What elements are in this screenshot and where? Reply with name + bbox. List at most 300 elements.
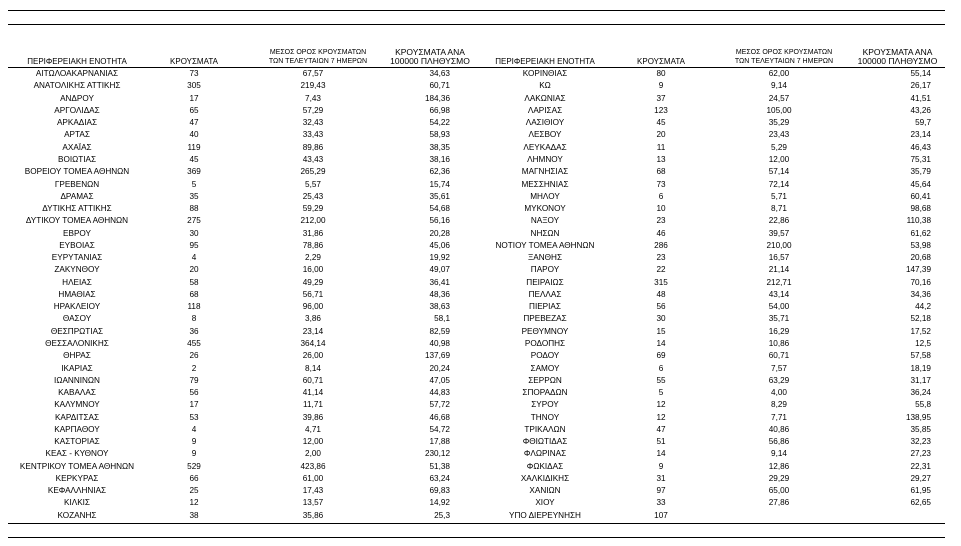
left-cases-cell: 26 (189, 351, 199, 361)
right-per100k-cell: 62,65 (910, 498, 931, 508)
right-cases-cell: 80 (656, 69, 666, 79)
right-cases-cell: 73 (656, 179, 666, 189)
left-cases-cell: 30 (189, 228, 199, 238)
table-row (8, 313, 945, 325)
right-region-cell: ΡΟΔΟΥ (530, 351, 560, 361)
left-avg7-cell: 49,29 (302, 277, 324, 287)
left-cases-cell: 17 (189, 400, 199, 410)
table-row (8, 374, 945, 386)
right-cases-cell: 22 (656, 265, 666, 275)
left-per100k-cell: 19,92 (429, 253, 450, 263)
right-per100k-cell: 138,95 (905, 412, 931, 422)
right-avg7-cell: 29,29 (768, 473, 790, 483)
left-avg7-cell: 5,57 (305, 179, 321, 189)
right-per100k-cell: 45,64 (910, 179, 931, 189)
right-per100k-cell (850, 509, 945, 521)
left-region-cell: ΑΡΚΑΔΙΑΣ (56, 118, 98, 128)
right-region-cell: ΣΕΡΡΩΝ (528, 375, 562, 385)
right-per100k-cell: 18,19 (910, 363, 931, 373)
left-per100k-cell: 54,68 (429, 204, 450, 214)
right-cases-cell: 12 (656, 400, 666, 410)
left-region-cell: ΚΑΡΠΑΘΟΥ (54, 424, 100, 434)
right-cases-cell: 14 (656, 449, 666, 459)
right-per100k-cell: 59,7 (915, 118, 931, 128)
left-per100k-cell: 45,06 (429, 240, 450, 250)
right-cases-cell: 9 (658, 461, 664, 471)
left-region-cell: ΙΩΑΝΝΙΝΩΝ (54, 375, 100, 385)
table-row (8, 435, 945, 447)
right-avg7-cell: 9,14 (771, 449, 787, 459)
right-avg7-cell: 8,71 (771, 204, 787, 214)
left-cases-cell: 47 (189, 118, 199, 128)
right-region-cell: ΠΡΕΒΕΖΑΣ (523, 314, 567, 324)
right-per100k-cell: 61,62 (910, 228, 931, 238)
right-cases-cell: 23 (656, 253, 666, 263)
right-avg7-cell: 43,14 (768, 289, 790, 299)
table-row (8, 117, 945, 129)
right-per100k-cell: 34,36 (910, 289, 931, 299)
left-cases-cell: 305 (187, 81, 201, 91)
table-row (8, 485, 945, 497)
left-cases-cell: 2 (191, 363, 197, 373)
right-cases-cell: 68 (656, 167, 666, 177)
table-row (8, 460, 945, 472)
right-avg7-cell: 5,29 (771, 142, 787, 152)
table-row (8, 448, 945, 460)
right-region-cell: ΦΛΩΡΙΝΑΣ (523, 449, 567, 459)
right-cases-cell: 14 (656, 338, 666, 348)
right-per100k-cell: 147,39 (905, 265, 931, 275)
table-row (8, 166, 945, 178)
left-avg7-cell: 2,29 (305, 253, 321, 263)
left-per100k-cell: 44,83 (429, 388, 450, 398)
left-cases-cell: 35 (189, 191, 199, 201)
right-region-cell: ΛΑΚΩΝΙΑΣ (524, 93, 566, 103)
right-region-cell: ΛΕΥΚΑΔΑΣ (523, 142, 567, 152)
table-row (8, 423, 945, 435)
right-cases-cell: 286 (654, 240, 668, 250)
left-region-cell: ΚΑΒΑΛΑΣ (58, 388, 96, 398)
left-region-cell: ΚΑΣΤΟΡΙΑΣ (54, 437, 100, 447)
right-region-cell: ΝΟΤΙΟΥ ΤΟΜΕΑ ΑΘΗΝΩΝ (495, 240, 595, 250)
right-region-cell: ΝΗΣΩΝ (530, 228, 560, 238)
left-avg7-cell: 364,14 (300, 338, 326, 348)
left-avg7-cell: 212,00 (300, 216, 326, 226)
right-region-cell: ΚΩ (539, 81, 551, 91)
left-avg7-cell: 17,43 (302, 486, 324, 496)
left-per100k-cell: 36,41 (429, 277, 450, 287)
left-avg7-cell: 2,00 (305, 449, 321, 459)
left-region-cell: ΚΙΛΚΙΣ (63, 498, 90, 508)
left-cases-cell: 8 (191, 314, 197, 324)
right-region-cell: ΠΕΙΡΑΙΩΣ (526, 277, 564, 287)
table-row (8, 178, 945, 190)
table-row (8, 509, 945, 521)
left-region-cell: ΚΕΦΑΛΛΗΝΙΑΣ (47, 486, 107, 496)
right-per100k-cell: 22,31 (910, 461, 931, 471)
left-per100k-cell: 58,1 (434, 314, 450, 324)
table-row (8, 337, 945, 349)
right-per100k-cell: 35,85 (910, 424, 931, 434)
left-region-cell: ΙΚΑΡΙΑΣ (61, 363, 93, 373)
left-avg7-cell: 89,86 (302, 142, 324, 152)
header-row (8, 44, 945, 67)
right-cases-cell: 107 (654, 510, 668, 520)
right-region-cell: ΥΠΟ ΔΙΕΡΕΥΝΗΣΗ (509, 510, 581, 520)
left-region-cell: ΘΗΡΑΣ (63, 351, 91, 361)
right-region-cell: ΧΙΟΥ (535, 498, 555, 508)
right-per100k-cell: 61,95 (910, 486, 931, 496)
left-avg7-cell: 43,43 (302, 154, 324, 164)
left-avg7-cell: 219,43 (300, 81, 326, 91)
right-avg7-cell: 65,00 (768, 486, 790, 496)
table-row (8, 264, 945, 276)
left-cases-cell: 56 (189, 388, 199, 398)
table-row (8, 399, 945, 411)
right-region-cell: ΣΑΜΟΥ (530, 363, 560, 373)
left-cases-cell: 118 (187, 302, 201, 312)
right-per100k-cell: 46,43 (910, 142, 931, 152)
right-avg7-cell: 5,71 (771, 191, 787, 201)
left-region-cell: ΑΧΑΪΑΣ (62, 142, 92, 152)
right-avg7-cell: 7,57 (771, 363, 787, 373)
right-avg7-cell: 16,57 (768, 253, 790, 263)
left-region-cell: ΕΥΡΥΤΑΝΙΑΣ (51, 253, 103, 263)
left-per100k-cell: 48,36 (429, 289, 450, 299)
left-per100k-cell: 34,63 (429, 69, 450, 79)
right-cases-cell: 45 (656, 118, 666, 128)
left-region-cell: ΚΑΡΔΙΤΣΑΣ (54, 412, 100, 422)
right-region-cell: ΦΘΙΩΤΙΔΑΣ (522, 437, 568, 447)
right-region-cell: ΝΑΞΟΥ (530, 216, 560, 226)
table-row (8, 215, 945, 227)
header-per100k-right: ΚΡΟΥΣΜΑΤΑ ΑΝΑ 100000 ΠΛΗΘΥΣΜΟ (857, 46, 938, 66)
right-per100k-cell: 55,8 (915, 400, 931, 410)
right-cases-cell: 51 (656, 437, 666, 447)
right-per100k-cell: 20,68 (910, 253, 931, 263)
left-per100k-cell: 137,69 (424, 351, 450, 361)
left-cases-cell: 4 (191, 253, 197, 263)
right-per100k-cell: 41,51 (910, 93, 931, 103)
right-region-cell: ΡΟΔΟΠΗΣ (524, 338, 566, 348)
left-region-cell: ΗΛΕΙΑΣ (62, 277, 92, 287)
left-avg7-cell: 59,29 (302, 204, 324, 214)
left-cases-cell: 65 (189, 105, 199, 115)
right-region-cell: ΣΠΟΡΑΔΩΝ (522, 388, 568, 398)
right-avg7-cell: 57,14 (768, 167, 790, 177)
left-avg7-cell: 11,71 (303, 400, 323, 410)
right-cases-cell: 11 (656, 142, 666, 152)
right-region-cell: ΛΑΡΙΣΑΣ (527, 105, 563, 115)
right-avg7-cell: 63,29 (768, 375, 790, 385)
top-rule-1 (8, 10, 945, 11)
left-cases-cell: 275 (187, 216, 201, 226)
left-region-cell: ΒΟΡΕΙΟΥ ΤΟΜΕΑ ΑΘΗΝΩΝ (24, 167, 130, 177)
left-avg7-cell: 60,71 (302, 375, 324, 385)
left-per100k-cell: 38,16 (429, 154, 450, 164)
right-per100k-cell: 110,38 (906, 216, 931, 226)
right-cases-cell: 33 (656, 498, 666, 508)
right-per100k-cell: 60,41 (910, 191, 931, 201)
left-avg7-cell: 61,00 (302, 473, 324, 483)
table-body (8, 67, 945, 521)
left-per100k-cell: 49,07 (429, 265, 450, 275)
table-row (8, 129, 945, 141)
right-per100k-cell: 43,26 (910, 105, 931, 115)
left-region-cell: ΚΕΝΤΡΙΚΟΥ ΤΟΜΕΑ ΑΘΗΝΩΝ (19, 461, 135, 471)
left-cases-cell: 20 (189, 265, 199, 275)
header-per100k-left: ΚΡΟΥΣΜΑΤΑ ΑΝΑ 100000 ΠΛΗΘΥΣΜΟ (390, 46, 470, 66)
left-avg7-cell: 78,86 (302, 240, 324, 250)
left-per100k-cell: 15,74 (429, 179, 450, 189)
header-cases-right: ΚΡΟΥΣΜΑΤΑ (637, 56, 685, 66)
right-region-cell: ΤΗΝΟΥ (530, 412, 560, 422)
left-per100k-cell: 60,71 (429, 81, 450, 91)
table-row (8, 92, 945, 104)
left-avg7-cell: 26,00 (302, 351, 324, 361)
right-cases-cell: 6 (658, 363, 664, 373)
left-cases-cell: 5 (191, 179, 197, 189)
left-cases-cell: 36 (189, 326, 199, 336)
left-per100k-cell: 184,36 (424, 93, 450, 103)
left-region-cell: ΚΑΛΥΜΝΟΥ (54, 400, 100, 410)
right-avg7-cell: 21,14 (768, 265, 790, 275)
right-per100k-cell: 75,31 (910, 154, 931, 164)
right-cases-cell: 9 (658, 81, 664, 91)
left-region-cell: ΑΡΓΟΛΙΔΑΣ (54, 105, 100, 115)
left-region-cell: ΗΜΑΘΙΑΣ (58, 289, 96, 299)
right-avg7-cell: 210,00 (766, 240, 792, 250)
right-avg7-cell: 105,00 (766, 105, 792, 115)
left-avg7-cell: 23,14 (302, 326, 324, 336)
table-row (8, 141, 945, 153)
right-region-cell: ΛΑΣΙΘΙΟΥ (525, 118, 565, 128)
right-region-cell: ΤΡΙΚΑΛΩΝ (524, 424, 566, 434)
right-avg7-cell: 212,71 (766, 277, 792, 287)
left-cases-cell: 79 (189, 375, 199, 385)
table-row (8, 497, 945, 509)
right-per100k-cell: 31,17 (910, 375, 931, 385)
left-cases-cell: 9 (191, 449, 197, 459)
top-rule-2 (8, 24, 945, 25)
table-row (8, 251, 945, 263)
table-row (8, 227, 945, 239)
left-avg7-cell: 32,43 (302, 118, 324, 128)
left-per100k-cell: 51,38 (429, 461, 450, 471)
right-cases-cell: 15 (656, 326, 666, 336)
right-avg7-cell (708, 509, 850, 521)
left-region-cell: ΚΕΡΚΥΡΑΣ (55, 473, 99, 483)
bottom-rule-2 (8, 537, 945, 538)
left-cases-cell: 88 (189, 204, 199, 214)
left-cases-cell: 9 (191, 437, 197, 447)
right-per100k-cell: 98,68 (910, 204, 931, 214)
left-region-cell: ΔΥΤΙΚΟΥ ΤΟΜΕΑ ΑΘΗΝΩΝ (25, 216, 129, 226)
right-cases-cell: 10 (656, 204, 666, 214)
right-avg7-cell: 35,71 (768, 314, 790, 324)
right-per100k-cell: 52,18 (910, 314, 931, 324)
header-avg7-right: ΜΕΣΟΣ ΟΡΟΣ ΚΡΟΥΣΜΑΤΩΝ ΤΩΝ ΤΕΛΕΥΤΑΙΩΝ 7 ΗΜΕΡΩΝ (734, 48, 834, 65)
left-avg7-cell: 41,14 (302, 388, 324, 398)
right-cases-cell: 56 (656, 302, 666, 312)
left-avg7-cell: 56,71 (302, 289, 324, 299)
left-region-cell: ΚΕΑΣ - ΚΥΘΝΟΥ (45, 449, 109, 459)
right-cases-cell: 6 (658, 191, 664, 201)
right-region-cell: ΧΑΛΚΙΔΙΚΗΣ (520, 473, 570, 483)
left-avg7-cell: 35,86 (302, 510, 324, 520)
right-avg7-cell: 16,29 (768, 326, 790, 336)
table-row (8, 350, 945, 362)
right-cases-cell: 48 (656, 289, 666, 299)
left-cases-cell: 95 (189, 240, 199, 250)
left-region-cell: ΘΑΣΟΥ (62, 314, 92, 324)
left-region-cell: ΕΥΒΟΙΑΣ (59, 240, 95, 250)
table-row (8, 67, 945, 80)
table-row (8, 80, 945, 92)
right-avg7-cell: 27,86 (768, 498, 790, 508)
left-region-cell: ΔΥΤΙΚΗΣ ΑΤΤΙΚΗΣ (42, 204, 112, 214)
left-per100k-cell: 20,24 (429, 363, 450, 373)
right-region-cell: ΜΥΚΟΝΟΥ (524, 204, 566, 214)
right-avg7-cell: 23,43 (768, 130, 790, 140)
right-cases-cell: 46 (656, 228, 666, 238)
left-per100k-cell: 56,16 (429, 216, 450, 226)
left-per100k-cell: 63,24 (429, 473, 450, 483)
left-avg7-cell: 8,14 (305, 363, 321, 373)
left-region-cell: ΘΕΣΠΡΩΤΙΑΣ (50, 326, 104, 336)
table-row (8, 386, 945, 398)
right-avg7-cell: 12,86 (768, 461, 790, 471)
right-avg7-cell: 24,57 (768, 93, 790, 103)
right-region-cell: ΞΑΝΘΗΣ (527, 253, 563, 263)
right-region-cell: ΡΕΘΥΜΝΟΥ (521, 326, 569, 336)
left-per100k-cell: 40,98 (429, 338, 450, 348)
left-per100k-cell: 54,22 (429, 118, 450, 128)
table-row (8, 472, 945, 484)
left-cases-cell: 369 (187, 167, 201, 177)
left-avg7-cell: 39,86 (302, 412, 324, 422)
right-cases-cell: 12 (656, 412, 666, 422)
right-region-cell: ΧΑΝΙΩΝ (529, 486, 561, 496)
right-per100k-cell: 57,58 (910, 351, 931, 361)
left-cases-cell: 66 (189, 473, 199, 483)
left-region-cell: ΒΟΙΩΤΙΑΣ (57, 154, 97, 164)
header-region-left: ΠΕΡΙΦΕΡΕΙΑΚΗ ΕΝΟΤΗΤΑ (27, 56, 127, 66)
left-avg7-cell: 423,86 (300, 461, 326, 471)
left-avg7-cell: 265,29 (300, 167, 326, 177)
right-per100k-cell: 23,14 (910, 130, 931, 140)
right-region-cell: ΚΟΡΙΝΘΙΑΣ (522, 69, 568, 79)
table-row (8, 288, 945, 300)
left-region-cell: ΕΒΡΟΥ (63, 228, 91, 238)
right-per100k-cell: 17,52 (910, 326, 931, 336)
left-region-cell: ΑΝΑΤΟΛΙΚΗΣ ΑΤΤΙΚΗΣ (33, 81, 121, 91)
left-cases-cell: 17 (189, 93, 199, 103)
right-cases-cell: 13 (656, 154, 666, 164)
left-per100k-cell: 58,93 (429, 130, 450, 140)
right-per100k-cell: 55,14 (910, 69, 931, 79)
right-avg7-cell: 10,86 (768, 338, 790, 348)
right-per100k-cell: 44,2 (915, 302, 931, 312)
right-region-cell: ΣΥΡΟΥ (531, 400, 559, 410)
right-avg7-cell: 62,00 (768, 69, 790, 79)
left-avg7-cell: 4,71 (305, 424, 321, 434)
left-cases-cell: 455 (187, 338, 201, 348)
left-per100k-cell: 25,3 (434, 510, 450, 520)
right-cases-cell: 37 (656, 93, 666, 103)
left-avg7-cell: 96,00 (302, 302, 324, 312)
left-cases-cell: 45 (189, 154, 199, 164)
table-row (8, 190, 945, 202)
right-avg7-cell: 9,14 (771, 81, 787, 91)
right-per100k-cell: 53,98 (910, 240, 931, 250)
left-region-cell: ΓΡΕΒΕΝΩΝ (54, 179, 100, 189)
table-row (8, 301, 945, 313)
right-region-cell: ΜΑΓΝΗΣΙΑΣ (521, 167, 569, 177)
left-avg7-cell: 7,43 (305, 93, 321, 103)
left-cases-cell: 73 (189, 69, 199, 79)
right-avg7-cell: 60,71 (768, 351, 790, 361)
right-cases-cell: 30 (656, 314, 666, 324)
right-avg7-cell: 4,00 (771, 388, 787, 398)
right-avg7-cell: 40,86 (768, 424, 790, 434)
right-per100k-cell: 29,27 (910, 473, 931, 483)
right-cases-cell: 97 (656, 486, 666, 496)
left-per100k-cell: 62,36 (429, 167, 450, 177)
left-per100k-cell: 35,61 (429, 191, 450, 201)
right-per100k-cell: 26,17 (910, 81, 931, 91)
left-region-cell: ΔΡΑΜΑΣ (60, 191, 94, 201)
right-region-cell: ΠΕΛΛΑΣ (528, 289, 562, 299)
left-avg7-cell: 13,57 (302, 498, 324, 508)
right-per100k-cell: 36,24 (910, 388, 931, 398)
table-row (8, 239, 945, 251)
left-avg7-cell: 16,00 (302, 265, 324, 275)
table-row (8, 411, 945, 423)
table-row (8, 362, 945, 374)
right-cases-cell: 23 (656, 216, 666, 226)
right-region-cell: ΠΑΡΟΥ (530, 265, 560, 275)
left-per100k-cell: 20,28 (429, 228, 450, 238)
right-region-cell: ΜΕΣΣΗΝΙΑΣ (521, 179, 569, 189)
right-cases-cell: 20 (656, 130, 666, 140)
left-cases-cell: 25 (189, 486, 199, 496)
left-avg7-cell: 25,43 (302, 191, 324, 201)
right-avg7-cell: 35,29 (768, 118, 790, 128)
left-avg7-cell: 3,86 (305, 314, 321, 324)
right-avg7-cell: 72,14 (768, 179, 790, 189)
right-region-cell: ΜΗΛΟΥ (530, 191, 560, 201)
right-avg7-cell: 39,57 (768, 228, 790, 238)
right-avg7-cell: 22,86 (768, 216, 790, 226)
left-per100k-cell: 66,98 (429, 105, 450, 115)
bottom-rule-1 (8, 523, 945, 524)
left-region-cell: ΖΑΚΥΝΘΟΥ (54, 265, 100, 275)
table-row (8, 104, 945, 116)
left-avg7-cell: 12,00 (302, 437, 324, 447)
left-per100k-cell: 230,12 (424, 449, 450, 459)
left-per100k-cell: 82,59 (429, 326, 450, 336)
left-cases-cell: 68 (189, 289, 199, 299)
left-region-cell: ΑΝΔΡΟΥ (60, 93, 94, 103)
right-region-cell: ΛΕΣΒΟΥ (528, 130, 562, 140)
table-row (8, 325, 945, 337)
left-cases-cell: 119 (187, 142, 201, 152)
left-cases-cell: 58 (189, 277, 199, 287)
right-cases-cell: 5 (658, 388, 664, 398)
left-per100k-cell: 38,63 (429, 302, 450, 312)
left-per100k-cell: 47,05 (429, 375, 450, 385)
